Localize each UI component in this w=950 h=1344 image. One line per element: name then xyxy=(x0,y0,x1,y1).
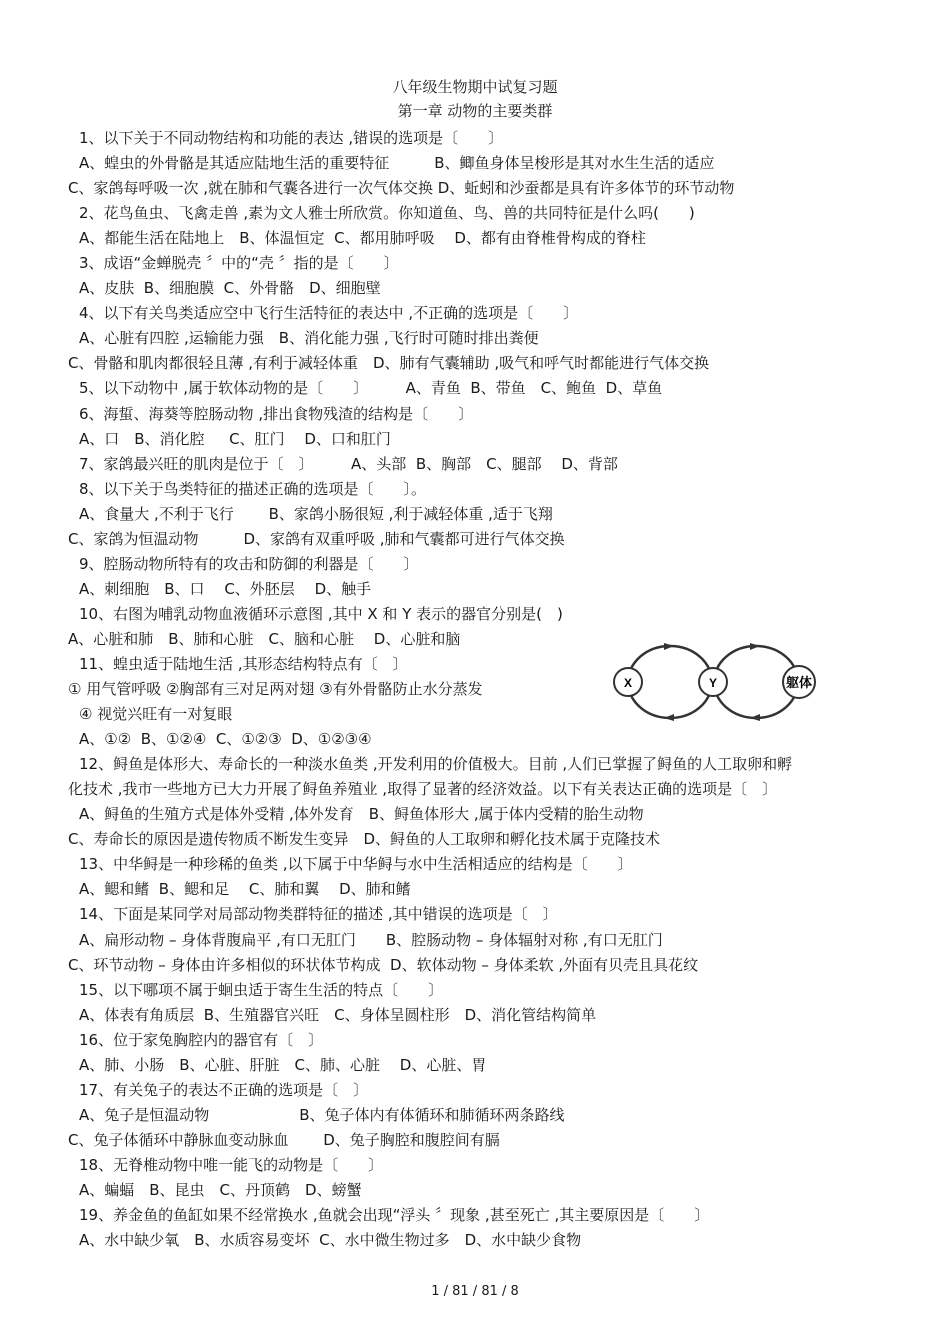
text-line: A、鳃和鳍 B、鳃和足 C、肺和翼 D、肺和鳍 xyxy=(79,880,411,899)
text-line: A、蝙蝠 B、昆虫 C、丹顶鹤 D、螃蟹 xyxy=(79,1180,362,1199)
text-line: 5、以下动物中 ,属于软体动物的是〔 〕 A、青鱼 B、带鱼 C、鲍鱼 D、草鱼 xyxy=(79,379,663,398)
text-line: C、寿命长的原因是遗传物质不断发生变异 D、鲟鱼的人工取卵和孵化技术属于克隆技术 xyxy=(68,830,661,849)
text-line: 11、蝗虫适于陆地生活 ,其形态结构特点有〔 〕 xyxy=(79,654,408,673)
text-line: A、体表有角质层 B、生殖器官兴旺 C、身体呈圆柱形 D、消化管结构简单 xyxy=(79,1005,597,1024)
text-line: A、鲟鱼的生殖方式是体外受精 ,体外发育 B、鲟鱼体形大 ,属于体内受精的胎生动物 xyxy=(79,805,644,824)
text-line: 18、无脊椎动物中唯一能飞的动物是〔 〕 xyxy=(79,1155,384,1174)
text-line: 6、海蜇、海葵等腔肠动物 ,排出食物残渣的结构是〔 〕 xyxy=(79,404,474,423)
text-line: 15、以下哪项不属于蛔虫适于寄生生活的特点〔 〕 xyxy=(79,980,444,999)
text-line: A、水中缺少氧 B、水质容易变坏 C、水中微生物过多 D、水中缺少食物 xyxy=(79,1231,582,1250)
text-line: A、刺细胞 B、口 C、外胚层 D、触手 xyxy=(79,579,372,598)
text-line: C、家鸽为恒温动物 D、家鸽有双重呼吸 ,肺和气囊都可进行气体交换 xyxy=(68,529,565,548)
text-line: 2、花鸟鱼虫、飞禽走兽 ,素为文人雅士所欣赏。你知道鱼、鸟、兽的共同特征是什么吗( ) xyxy=(79,204,695,223)
text-line: C、家鸽每呼吸一次 ,就在肺和气囊各进行一次气体交换 D、蚯蚓和沙蚕都是具有许多体节的环节动物 xyxy=(68,179,735,198)
text-line: 7、家鸽最兴旺的肌肉是位于〔 〕 A、头部 B、胸部 C、腿部 D、背部 xyxy=(79,454,618,473)
text-line: 9、腔肠动物所特有的攻击和防御的利器是〔 〕 xyxy=(79,554,419,573)
text-line: C、兔子体循环中静脉血变动脉血 D、兔子胸腔和腹腔间有膈 xyxy=(68,1130,500,1149)
text-line: ④ 视觉兴旺有一对复眼 xyxy=(79,705,233,724)
text-line: C、环节动物 – 身体由许多相似的环状体节构成 D、软体动物 – 身体柔软 ,外面有贝壳且具花纹 xyxy=(68,955,699,974)
document-title: 八年级生物期中试复习题 xyxy=(392,78,558,96)
text-line: 1、以下关于不同动物结构和功能的表达 ,错误的选项是〔 〕 xyxy=(79,129,504,147)
text-line: A、心脏有四腔 ,运输能力强 B、消化能力强 ,飞行时可随时排出粪便 xyxy=(79,329,539,348)
node-x-label: X xyxy=(623,676,633,690)
text-line: A、皮肤 B、细胞膜 C、外骨骼 D、细胞壁 xyxy=(79,279,381,298)
text-line: A、心脏和肺 B、肺和心脏 C、脑和心脏 D、心脏和脑 xyxy=(68,629,461,648)
chapter-heading: 第一章 动物的主要类群 xyxy=(397,102,553,120)
arrow-bottom-right xyxy=(750,714,760,721)
text-line: A、都能生活在陆地上 B、体温恒定 C、都用肺呼吸 D、都有由脊椎骨构成的脊柱 xyxy=(79,229,646,248)
text-line: C、骨骼和肌肉都很轻且薄 ,有利于减轻体重 D、肺有气囊辅助 ,吸气和呼气时都能进行气体交换 xyxy=(68,354,710,373)
text-line: A、肺、小肠 B、心脏、肝脏 C、肺、心脏 D、心脏、胃 xyxy=(79,1055,487,1074)
text-line: 10、右图为哺乳动物血液循环示意图 ,其中 X 和 Y 表示的器官分别是( ) xyxy=(79,604,563,623)
arrow-bottom-left xyxy=(664,714,674,721)
text-line: 17、有关兔子的表达不正确的选项是〔 〕 xyxy=(79,1080,369,1099)
text-line: ① 用气管呼吸 ②胸部有三对足两对翅 ③有外骨骼防止水分蒸发 xyxy=(68,680,483,699)
text-line: A、扁形动物 – 身体背腹扁平 ,有口无肛门 B、腔肠动物 – 身体辐射对称 ,有口无肛门 xyxy=(79,930,663,949)
page-footer: 1 / 81 / 81 / 8 xyxy=(431,1284,519,1299)
text-line: 12、鲟鱼是体形大、寿命长的一种淡水鱼类 ,开发利用的价值极大。目前 ,人们已掌握了鲟鱼的人工取卵和孵 xyxy=(79,755,793,774)
arrow-top-right xyxy=(750,643,760,650)
text-line: 化技术 ,我市一些地方已大力开展了鲟鱼养殖业 ,取得了显著的经济效益。以下有关表达正确的选项是〔 〕 xyxy=(68,780,778,799)
node-y-label: Y xyxy=(708,676,718,690)
text-line: A、食量大 ,不利于飞行 B、家鸽小肠很短 ,利于减轻体重 ,适于飞翔 xyxy=(79,504,553,523)
text-line: A、口 B、消化腔 C、肛门 D、口和肛门 xyxy=(79,429,391,448)
node-body-label: 躯体 xyxy=(785,676,813,691)
text-line: A、①② B、①②④ C、①②③ D、①②③④ xyxy=(79,730,372,749)
blood-circulation-diagram xyxy=(608,636,858,726)
text-line: 4、以下有关鸟类适应空中飞行生活特征的表达中 ,不正确的选项是〔 〕 xyxy=(79,304,579,323)
text-line: 16、位于家兔胸腔内的器官有〔 〕 xyxy=(79,1030,324,1049)
text-line: 14、下面是某同学对局部动物类群特征的描述 ,其中错误的选项是〔 〕 xyxy=(79,905,558,924)
text-line: 13、中华鲟是一种珍稀的鱼类 ,以下属于中华鲟与水中生活相适应的结构是〔 〕 xyxy=(79,855,633,874)
text-line: 8、以下关于鸟类特征的描述正确的选项是〔 〕。 xyxy=(79,479,427,498)
text-line: A、蝗虫的外骨骼是其适应陆地生活的重要特征 B、鲫鱼身体呈梭形是其对水生生活的适应 xyxy=(79,154,715,173)
text-line: A、兔子是恒温动物 B、兔子体内有体循环和肺循环两条路线 xyxy=(79,1105,565,1124)
arrow-top-left xyxy=(664,643,674,650)
text-line: 19、养金鱼的鱼缸如果不经常换水 ,鱼就会出现“浮头 〞现象 ,甚至死亡 ,其主要原因是〔 〕 xyxy=(79,1206,710,1225)
text-line: 3、成语“金蝉脱壳 〞中的“壳 〞指的是〔 〕 xyxy=(79,254,399,273)
